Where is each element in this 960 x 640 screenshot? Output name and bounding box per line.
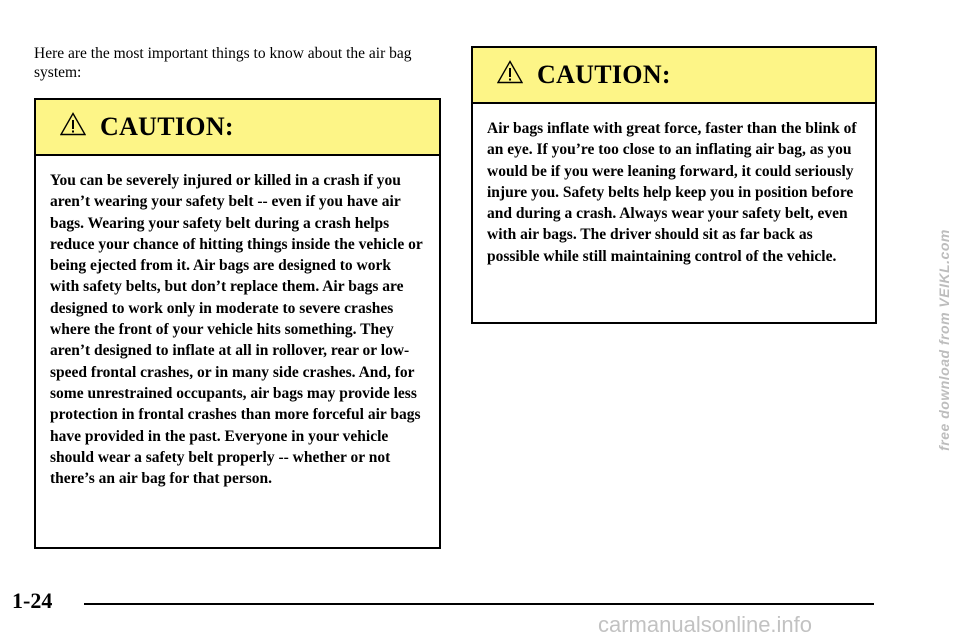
caution-box-right <box>471 46 877 324</box>
caution-title: CAUTION: <box>100 112 234 141</box>
caution-body: You can be severely injured or killed in a crash if you aren’t wearing your safety belt -- even if you have air bags. Wearing your safety belt during a crash helps reduce your chance of hitting things inside the vehicle or being ejected from it. Air bags are designed to work with safety belts, but don’t replace them. Air bags are designed to work only in moderate to severe crashes where the front of your vehicle hits something. They aren’t designed to inflate at all in rollover, rear or low-speed frontal crashes, or in many side crashes. And, for some unrestrained occupants, air bags may provide less protection in frontal crashes than more forceful air bags have provided in the past. Everyone in your vehicle should wear a safety belt properly -- whether or not there’s an air bag for that person. <box>50 172 423 488</box>
caution-box-left <box>34 98 441 549</box>
watermark-text: free download from VEIKL.com <box>936 229 952 451</box>
caution-body: Air bags inflate with great force, faster than the blink of an eye. If you’re too close to an inflating air bag, as you would be if you were leaning forward, it could seriously injure you. Safety belts help keep you in position before and during a crash. Always wear your safety belt, even with air bags. The driver should sit as far back as possible while still maintaining control of the vehicle. <box>487 120 857 265</box>
caution-header <box>473 48 875 104</box>
page-number: 1-24 <box>12 588 53 613</box>
footer-rule <box>84 603 874 605</box>
caution-header <box>36 100 439 156</box>
warning-triangle-icon <box>497 60 523 84</box>
caution-title: CAUTION: <box>537 60 671 89</box>
warning-triangle-icon <box>60 112 86 136</box>
intro-paragraph: Here are the most important things to know about the air bag system: <box>34 45 412 81</box>
site-footer-text: carmanualsonline.info <box>598 612 813 637</box>
